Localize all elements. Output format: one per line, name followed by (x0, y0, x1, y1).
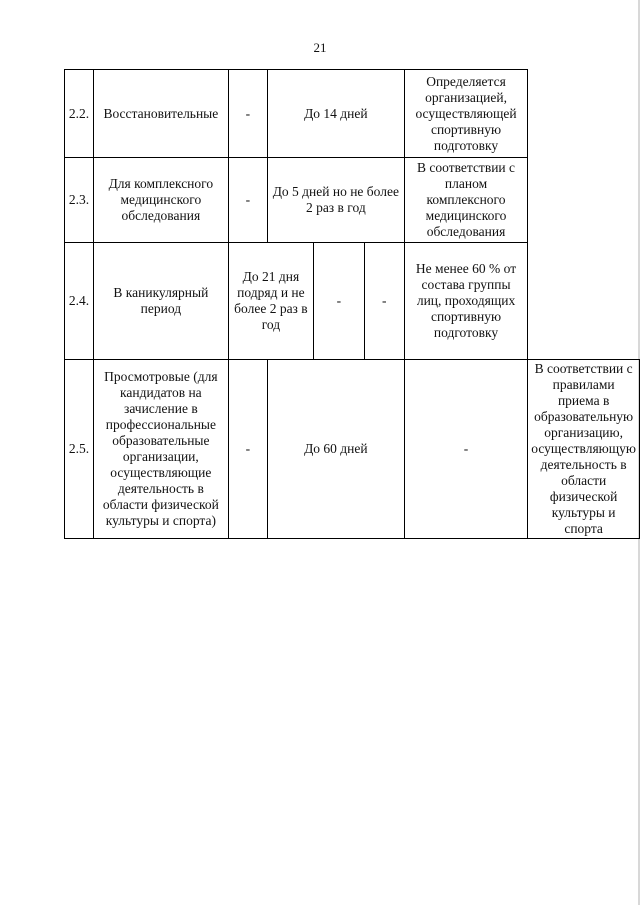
dash-cell: - (404, 360, 528, 539)
dash-cell: - (228, 70, 267, 158)
row-number: 2.2. (65, 70, 94, 158)
table-row (65, 243, 640, 360)
schedule-table (64, 69, 640, 539)
camp-type: В каникулярный период (93, 243, 228, 360)
dash-cell: - (364, 243, 404, 360)
note-cell: В соответствии с правилами приема в образовательную организацию, осуществляющую деятельность в области физической культуры и спорта (528, 360, 640, 539)
dash-cell: - (314, 243, 365, 360)
dash-cell: - (228, 360, 267, 539)
table-row (65, 70, 640, 158)
dash-cell: - (228, 158, 267, 243)
page-number: 21 (313, 40, 327, 55)
table-row (65, 158, 640, 243)
row-number: 2.5. (65, 360, 94, 539)
duration-cell: До 21 дня подряд и не более 2 раз в год (228, 243, 313, 360)
table-row (65, 360, 640, 539)
row-number: 2.4. (65, 243, 94, 360)
duration-cell: До 14 дней (267, 70, 404, 158)
camp-type: Восстановительные (93, 70, 228, 158)
note-cell: В соответствии с планом комплексного медицинского обследования (404, 158, 528, 243)
duration-cell: До 60 дней (267, 360, 404, 539)
camp-type: Просмотровые (для кандидатов на зачисление в профессиональные образовательные организации, осуществляющие деятельность в области физической культуры и спорта) (93, 360, 228, 539)
note-cell: Не менее 60 % от состава группы лиц, проходящих спортивную подготовку (404, 243, 528, 360)
camp-type: Для комплексного медицинского обследования (93, 158, 228, 243)
row-number: 2.3. (65, 158, 94, 243)
note-cell: Определяется организацией, осуществляющей спортивную подготовку (404, 70, 528, 158)
duration-cell: До 5 дней но не более 2 раз в год (267, 158, 404, 243)
